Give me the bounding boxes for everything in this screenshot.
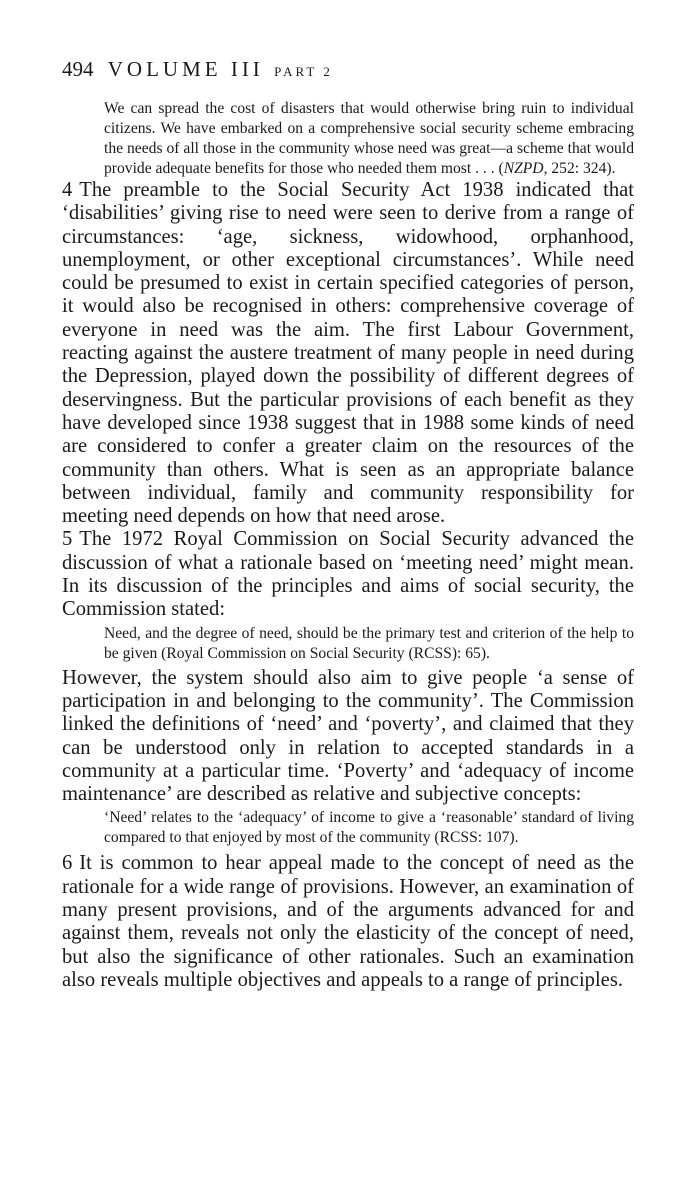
block-quote-1 [104, 99, 634, 179]
paragraph-4-number: 4 [62, 179, 73, 201]
volume-label: VOLUME III [107, 57, 264, 81]
quote-2-text: Need, and the degree of need, should be the primary test and criterion of the help to be given (Royal Commission on Social Security (RCSS): 65). [104, 624, 634, 662]
paragraph-5 [62, 528, 634, 621]
paragraph-4 [62, 179, 634, 528]
paragraph-6-number: 6 [62, 852, 73, 875]
quote-3-text: ‘Need’ relates to the ‘adequacy’ of income to give a ‘reasonable’ standard of living compared to that enjoyed by most of the community (RCSS: 107). [104, 809, 634, 847]
paragraph-5-continued [62, 667, 634, 807]
block-quote-3 [104, 808, 634, 848]
paragraph-6 [62, 852, 634, 992]
running-header [62, 56, 634, 85]
paragraph-5-continued-text: However, the system should also aim to give people ‘a sense of participation in and belonging to the community’. The Commission linked the definitions of ‘need’ and ‘poverty’, and claimed that they can be understood only in relation to accepted standards in a community at a particular time. ‘Poverty’ and ‘adequacy of income maintenance’ are described as relative and subjective concepts: [62, 666, 634, 806]
part-label: PART 2 [274, 64, 333, 79]
paragraph-5-number: 5 [62, 528, 73, 551]
paragraph-6-text: It is common to hear appeal made to the concept of need as the rationale for a wide range of provisions. However, an examination of many present provisions, and of the arguments advanced for and against them, reveals not only the elasticity of the concept of need, but also the significance of other rationales. Such an examination also reveals multiple objectives and appeals to a range of principles. [62, 852, 634, 991]
document-page [62, 56, 634, 992]
paragraph-4-text: The preamble to the Social Security Act 1938 indicated that ‘disabilities’ giving rise to need were seen to derive from a range of circumstances: ‘age, sickness, widowhood, orphanhood, unemployment, or other exceptional circumstances’. While need could be presumed to exist in certain specified categories of person, it would also be recognised in others: comprehensive coverage of everyone in need was the aim. The first Labour Government, reacting against the austere treatment of many people in need during the Depression, played down the possibility of different degrees of deservingness. But the particular provisions of each benefit as they have developed since 1938 suggest that in 1988 some kinds of need are considered to confer a greater claim on the resources of the community than others. What is seen as an appropriate balance between individual, family and community responsibility for meeting need depends on how that need arose. [62, 179, 634, 528]
paragraph-5-text: The 1972 Royal Commission on Social Security advanced the discussion of what a rationale based on ‘meeting need’ might mean. In its discussion of the principles and aims of social security, the Commission stated: [62, 528, 634, 621]
page-number: 494 [62, 57, 94, 81]
quote-1-text: We can spread the cost of disasters that would otherwise bring ruin to individual citizens. We have embarked on a comprehensive social security scheme embracing the needs of all those in the community whose need was great—a scheme that would provide adequate benefits for those who needed them most . . . ( [104, 100, 634, 177]
block-quote-2 [104, 624, 634, 664]
quote-1-citation-italic: NZPD [503, 160, 544, 177]
quote-1-citation-rest: , 252: 324). [543, 160, 616, 177]
